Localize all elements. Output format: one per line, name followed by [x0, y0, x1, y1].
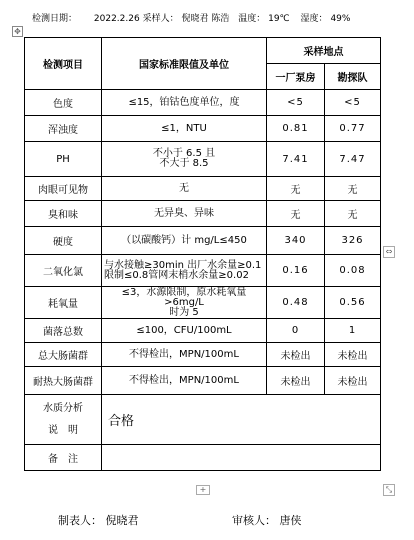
item-cell: 硬度 [25, 227, 102, 255]
site1-value-cell: 0.81 [267, 116, 325, 142]
humidity-label: 湿度： [300, 14, 328, 24]
water-quality-table [24, 37, 381, 471]
item-cell: 浑浊度 [25, 116, 102, 142]
analysis-label-line2: 说 明 [48, 424, 78, 436]
site1-value-cell: 无 [267, 177, 325, 201]
site2-value-cell: 未检出 [325, 343, 381, 367]
date-value: 2022.2.26 [93, 14, 140, 24]
header-site-1: 一厂泵房 [267, 64, 325, 90]
preparer-value: 倪晓君 [105, 514, 139, 527]
resize-corner-icon[interactable]: ⇔ [383, 246, 395, 258]
analysis-row [25, 395, 381, 445]
site2-value-cell: 0.56 [325, 287, 381, 319]
move-cross-icon[interactable]: ✥ [12, 26, 23, 37]
table-row [25, 319, 381, 343]
item-cell: 耐热大肠菌群 [25, 367, 102, 395]
item-cell: 肉眼可见物 [25, 177, 102, 201]
standard-cell: ≤100，CFU/100mL [102, 319, 267, 343]
site2-value-cell: 无 [325, 177, 381, 201]
header-standard: 国家标准限值及单位 [102, 38, 267, 90]
preparer [58, 512, 139, 528]
site2-value-cell: <5 [325, 90, 381, 116]
header-test-item: 检测项目 [25, 38, 102, 90]
remarks-label: 备 注 [25, 445, 102, 471]
remarks-row [25, 445, 381, 471]
item-cell: 菌落总数 [25, 319, 102, 343]
site2-value-cell: 326 [325, 227, 381, 255]
site2-value-cell: 0.08 [325, 255, 381, 287]
remarks-value[interactable] [102, 445, 381, 471]
standard-cell: （以碳酸钙）计 mg/L≤450 [102, 227, 267, 255]
site1-value-cell: 0.48 [267, 287, 325, 319]
header-sampling-site: 采样地点 [267, 38, 381, 64]
table-row [25, 287, 381, 319]
item-cell: 二氧化氯 [25, 255, 102, 287]
table-row [25, 90, 381, 116]
site2-value-cell: 1 [325, 319, 381, 343]
standard-cell: 无异臭、异味 [102, 201, 267, 227]
humidity-value: 49% [330, 14, 351, 24]
standard-cell: ≤1，NTU [102, 116, 267, 142]
item-cell: 耗氧量 [25, 287, 102, 319]
preparer-label: 制表人： [58, 514, 102, 527]
standard-cell: 不小于 6.5 且 不大于 8.5 [102, 142, 267, 177]
add-row-icon[interactable]: + [196, 485, 210, 495]
site1-value-cell: 340 [267, 227, 325, 255]
resize-corner-icon[interactable]: ⤡ [383, 484, 395, 496]
site2-value-cell: 0.77 [325, 116, 381, 142]
item-cell: 总大肠菌群 [25, 343, 102, 367]
table-row [25, 343, 381, 367]
analysis-result[interactable]: 合格 [102, 395, 381, 445]
header-site-2: 勘探队 [325, 64, 381, 90]
date-label: 检测日期： [32, 14, 78, 24]
site1-value-cell: 0.16 [267, 255, 325, 287]
table-row [25, 116, 381, 142]
table-row [25, 177, 381, 201]
standard-cell: 与水接触≥30min 出厂水余量≥0.1 限制≤0.8管网末梢水余量≥0.02 [102, 255, 267, 287]
sampler-value: 倪晓君 陈浩 [181, 14, 230, 24]
table-row [25, 255, 381, 287]
standard-cell: 无 [102, 177, 267, 201]
report-header-line [32, 11, 350, 24]
analysis-label-line1: 水质分析 [43, 402, 83, 414]
site1-value-cell: 0 [267, 319, 325, 343]
site2-value-cell: 7.47 [325, 142, 381, 177]
standard-cell: ≤15，铂钴色度单位，度 [102, 90, 267, 116]
standard-cell: 不得检出，MPN/100mL [102, 367, 267, 395]
table-row [25, 201, 381, 227]
analysis-label-cell [25, 395, 102, 445]
temperature-value: 19℃ [268, 14, 290, 24]
reviewer [232, 512, 302, 528]
item-cell: 臭和味 [25, 201, 102, 227]
site1-value-cell: 无 [267, 201, 325, 227]
site1-value-cell: 未检出 [267, 343, 325, 367]
site2-value-cell: 未检出 [325, 367, 381, 395]
item-cell: 色度 [25, 90, 102, 116]
item-cell: PH [25, 142, 102, 177]
table-row [25, 227, 381, 255]
temperature-label: 温度： [238, 14, 266, 24]
reviewer-value: 唐侠 [279, 514, 302, 527]
site1-value-cell: <5 [267, 90, 325, 116]
standard-cell: ≤3，水源限制，原水耗氧量>6mg/L 时为 5 [102, 287, 267, 319]
site1-value-cell: 未检出 [267, 367, 325, 395]
table-row [25, 367, 381, 395]
reviewer-label: 审核人： [232, 514, 276, 527]
table-row [25, 142, 381, 177]
standard-cell: 不得检出，MPN/100mL [102, 343, 267, 367]
site1-value-cell: 7.41 [267, 142, 325, 177]
sampler-label: 采样人： [142, 14, 179, 24]
site2-value-cell: 无 [325, 201, 381, 227]
